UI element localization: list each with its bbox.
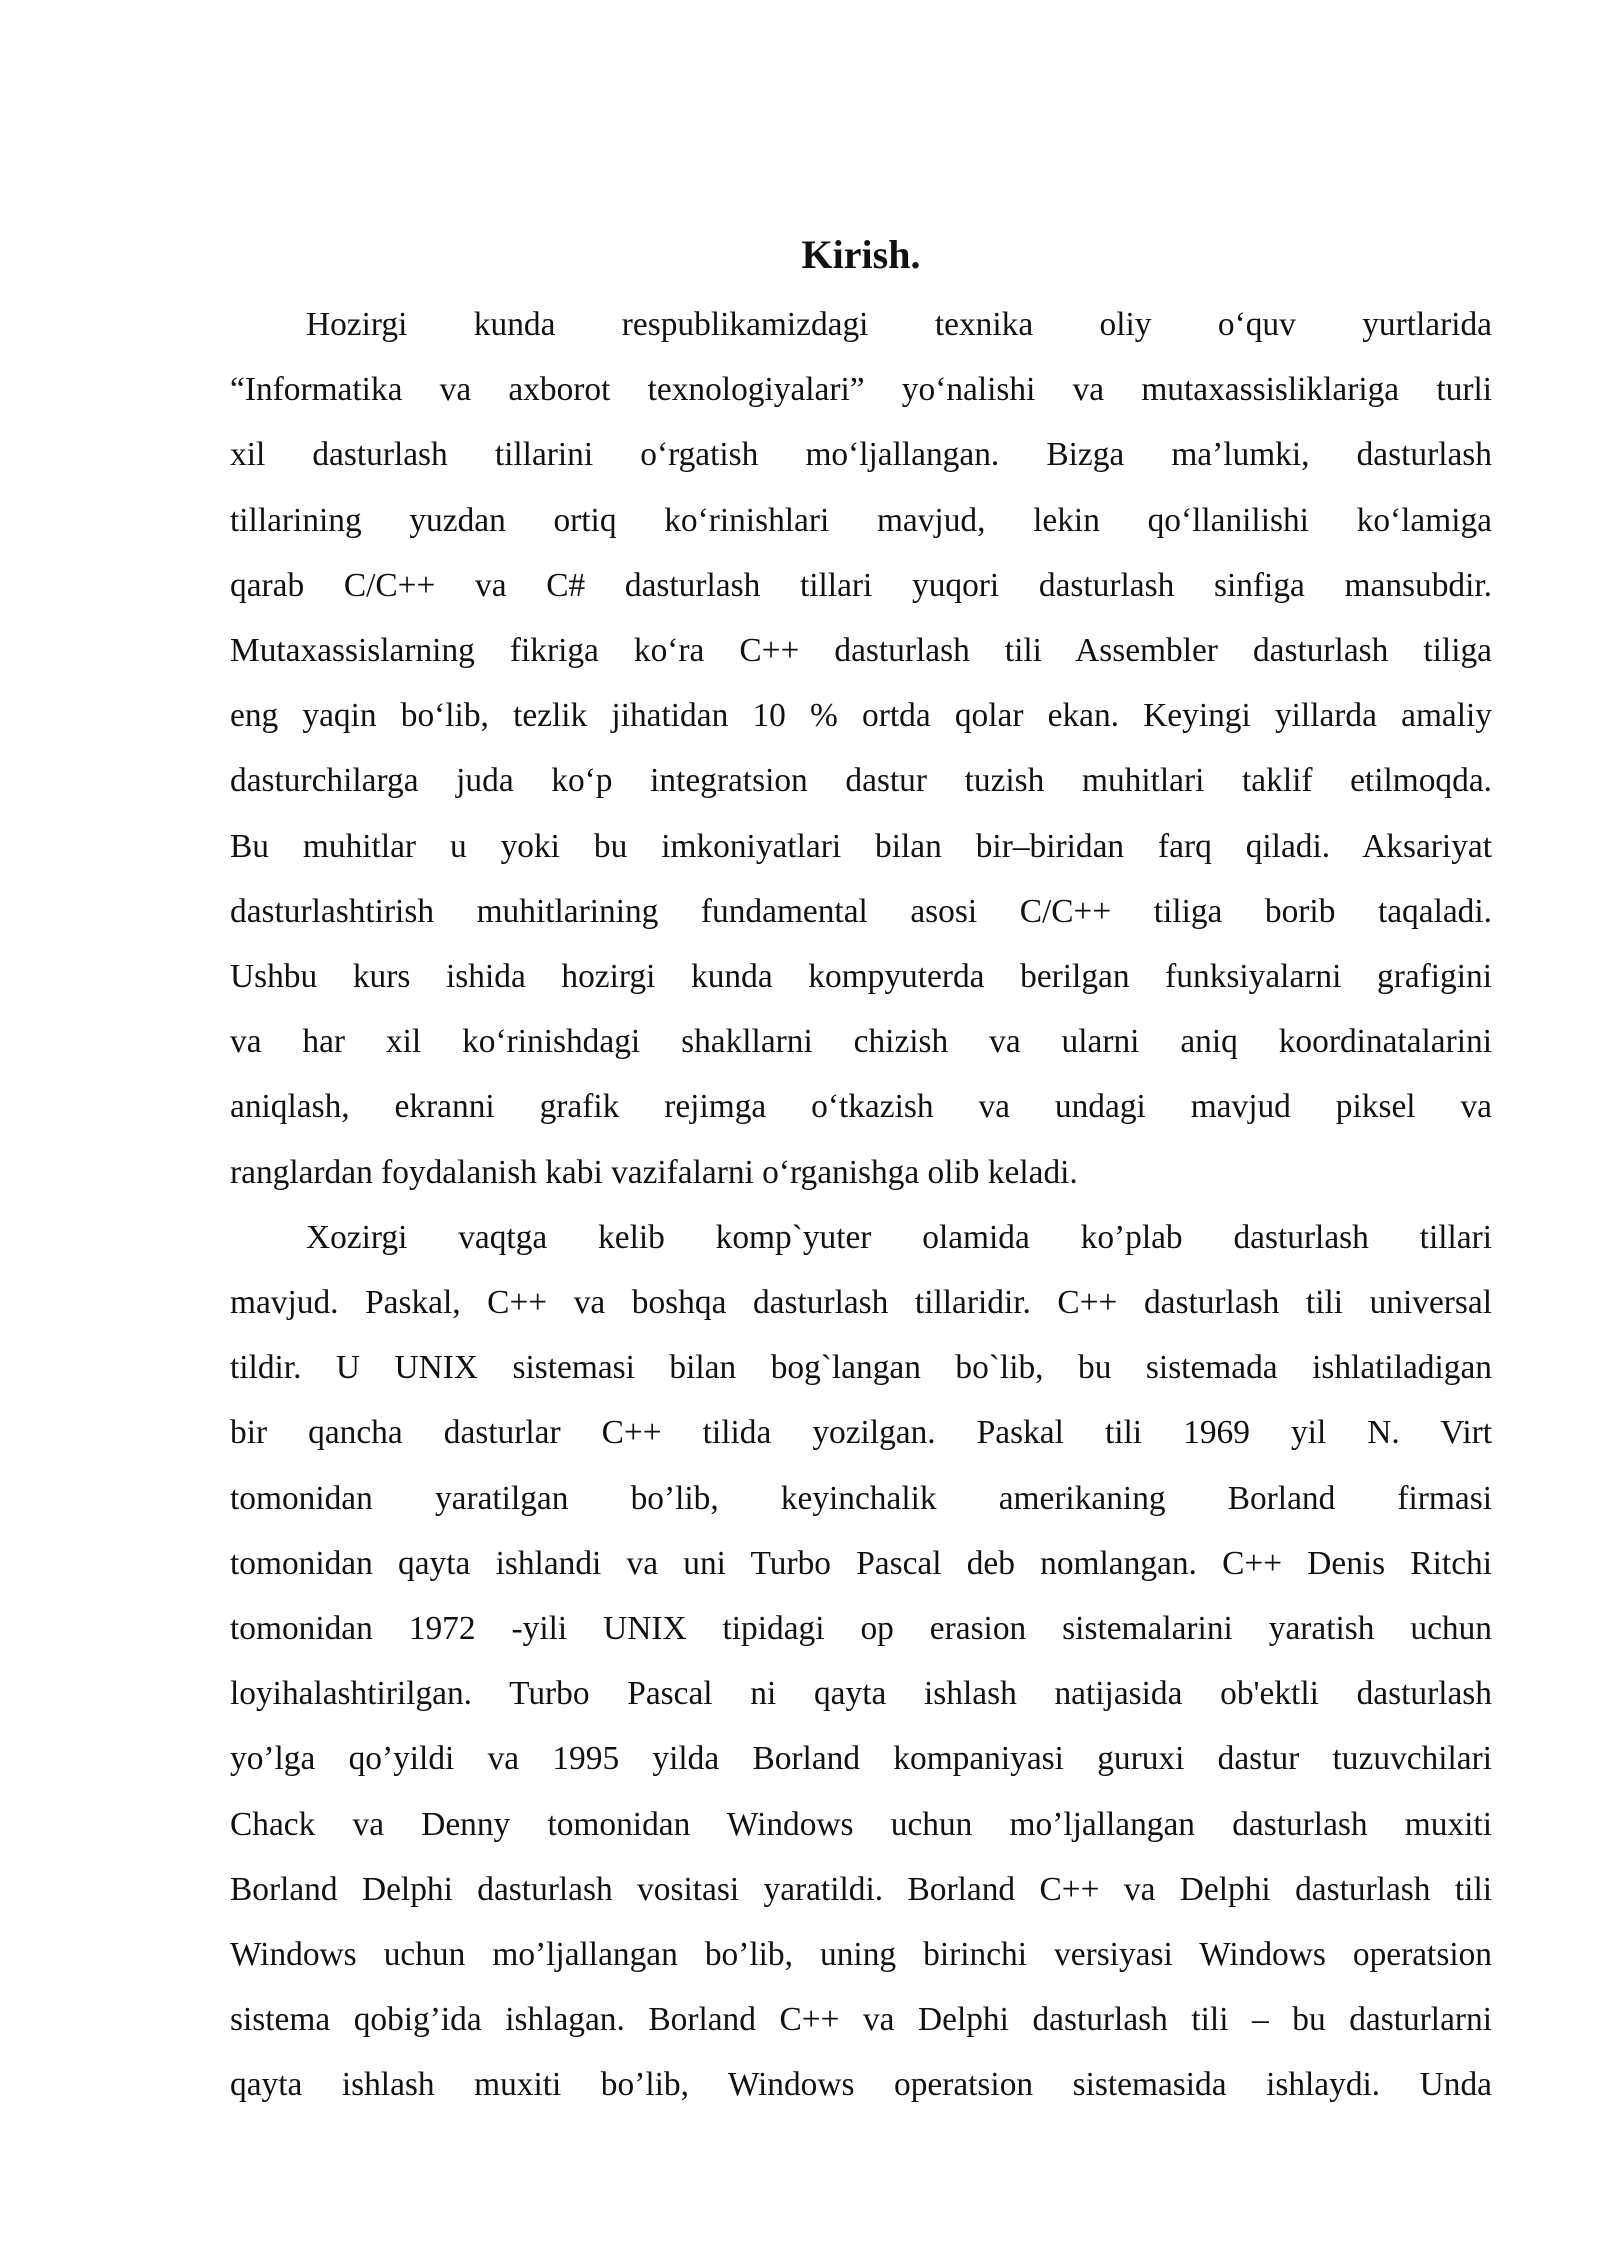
text-line: Chack va Denny tomonidan Windows uchun mo’ljallangan dasturlash muxiti — [230, 1805, 1492, 1843]
text-line: Xozirgi vaqtga kelib komp`yuter olamida ko’plab dasturlash tillari — [306, 1218, 1492, 1256]
text-line: Hozirgi kunda respublikamizdagi texnika oliy o‘quv yurtlarida — [306, 306, 1492, 343]
text-line: loyihalashtirilgan. Turbo Pascal ni qayta ishlash natijasida ob'ektli dasturlash — [230, 1675, 1492, 1713]
text-line: bir qancha dasturlar C++ tilida yozilgan. Paskal tili 1969 yil N. Virt — [230, 1414, 1492, 1452]
text-line: Borland Delphi dasturlash vositasi yaratildi. Borland C++ va Delphi dasturlash tili — [230, 1870, 1492, 1908]
text-line: tomonidan 1972 -yili UNIX tipidagi op erasion sistemalarini yaratish uchun — [230, 1610, 1492, 1648]
text-line: yo’lga qo’yildi va 1995 yilda Borland kompaniyasi guruxi dastur tuzuvchilari — [230, 1740, 1492, 1778]
text-line: aniqlash, ekranni grafik rejimga o‘tkazish va undagi mavjud piksel va — [230, 1088, 1492, 1126]
document-page — [230, 218, 1492, 2118]
text-line: Ushbu kurs ishida hozirgi kunda kompyuterda berilgan funksiyalarni grafigini — [230, 958, 1492, 996]
text-line: xil dasturlash tillarini o‘rgatish mo‘ljallangan. Bizga ma’lumki, dasturlash — [230, 436, 1492, 474]
text-line: Mutaxassislarning fikriga ko‘ra C++ dasturlash tili Assembler dasturlash tiliga — [230, 632, 1492, 670]
text-line: tillarining yuzdan ortiq ko‘rinishlari mavjud, lekin qo‘llanilishi ko‘lamiga — [230, 501, 1492, 539]
text-line: tomonidan qayta ishlandi va uni Turbo Pascal deb nomlangan. C++ Denis Ritchi — [230, 1544, 1492, 1582]
text-line: sistema qobig’ida ishlagan. Borland C++ va Delphi dasturlash tili – bu dasturlarni — [230, 2001, 1492, 2039]
text-line: va har xil ko‘rinishdagi shakllarni chizish va ularni aniq koordinatalarini — [230, 1023, 1492, 1061]
text-line: tildir. U UNIX sistemasi bilan bog`langan bo`lib, bu sistemada ishlatiladigan — [230, 1349, 1492, 1387]
page-title: Kirish. — [801, 232, 921, 277]
text-line: “Informatika va axborot texnologiyalari” yo‘nalishi va mutaxassisliklariga turli — [230, 371, 1492, 409]
text-line: mavjud. Paskal, C++ va boshqa dasturlash tillaridir. C++ dasturlash tili universal — [230, 1284, 1492, 1322]
text-line: dasturlashtirish muhitlarining fundamental asosi C/C++ tiliga borib taqaladi. — [230, 892, 1492, 930]
text-line: qayta ishlash muxiti bo’lib, Windows operatsion sistemasida ishlaydi. Unda — [230, 2066, 1492, 2104]
text-line: eng yaqin bo‘lib, tezlik jihatidan 10 % ortda qolar ekan. Keyingi yillarda amaliy — [230, 697, 1492, 735]
text-line: dasturchilarga juda ko‘p integratsion dastur tuzish muhitlari taklif etilmoqda. — [230, 762, 1492, 800]
paragraph-history — [230, 1205, 1492, 2118]
text-line: Bu muhitlar u yoki bu imkoniyatlari bilan bir–biridan farq qiladi. Aksariyat — [230, 827, 1492, 865]
text-line: qarab C/C++ va C# dasturlash tillari yuqori dasturlash sinfiga mansubdir. — [230, 566, 1492, 604]
text-line: Windows uchun mo’ljallangan bo’lib, uning birinchi versiyasi Windows operatsion — [230, 1936, 1492, 1974]
text-line: tomonidan yaratilgan bo’lib, keyinchalik amerikaning Borland firmasi — [230, 1479, 1492, 1517]
text-line: ranglardan foydalanish kabi vazifalarni o‘rganishga olib keladi. — [230, 1153, 1078, 1191]
paragraph-intro — [230, 292, 1492, 1205]
